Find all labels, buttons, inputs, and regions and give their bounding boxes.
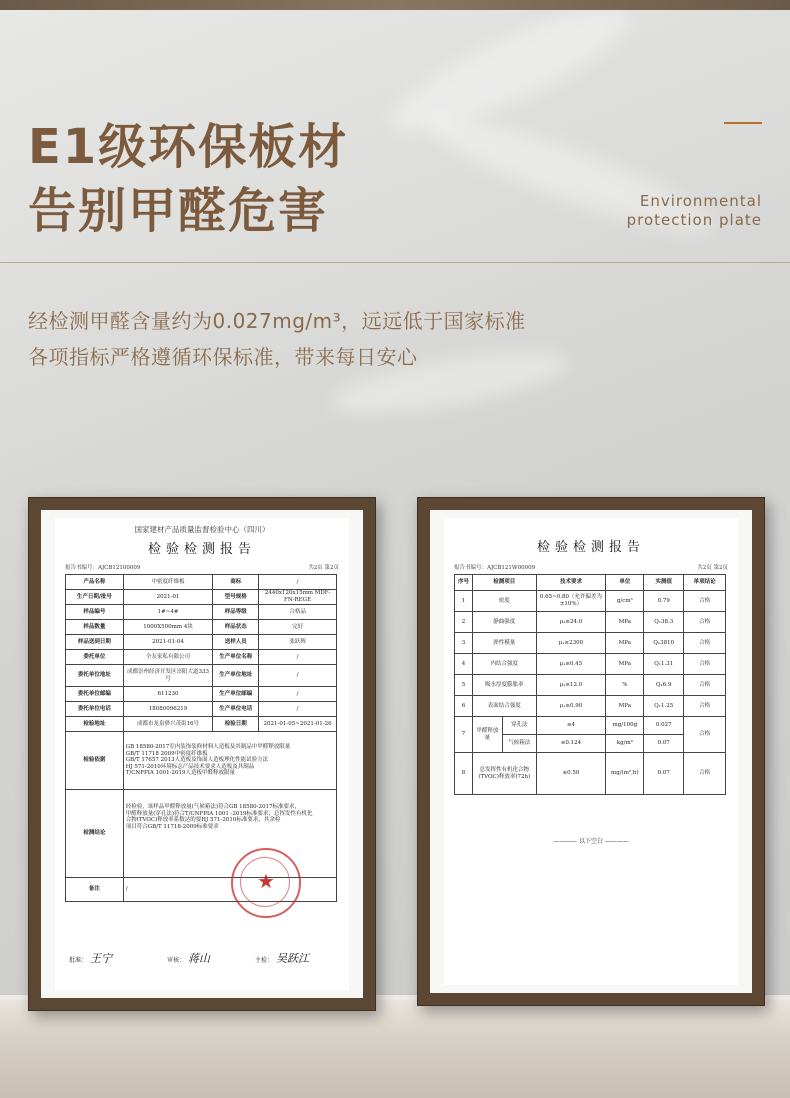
row-requirement: ≤4: [536, 717, 606, 735]
report-frame-left: [28, 497, 376, 1011]
row-value: Q₁1.31: [644, 654, 684, 675]
table-row: [66, 687, 337, 702]
description-line1: 经检测甲醛含量约为0.027mg/m³，远远低于国家标准: [28, 309, 526, 333]
row-label: 委托单位邮编: [66, 687, 124, 702]
row-requirement: μ₁≥24.0: [536, 612, 606, 633]
row-value: 2021-01-04: [123, 635, 213, 650]
english-tag-line2: protection plate: [626, 211, 762, 229]
table-row: [455, 633, 726, 654]
row-requirement: μ₁≥0.45: [536, 654, 606, 675]
row-no: 1: [455, 591, 473, 612]
accent-line: [724, 122, 762, 124]
row-result: 合格: [684, 675, 726, 696]
signature-review-name: 蒋山: [188, 952, 211, 965]
col-header: 技术要求: [536, 575, 606, 591]
row-no: 7: [455, 717, 473, 753]
row-value: 2021-01: [123, 590, 213, 605]
report-frame-right: [417, 497, 765, 1006]
report-institute: 国家建材产品质量监督检验中心（四川）: [134, 525, 270, 534]
row-result: 合格: [684, 612, 726, 633]
signature-approve-name: 王宁: [90, 952, 113, 965]
end-marker: ———— 以下空白 ————: [553, 838, 629, 845]
row-label: 样品数量: [66, 620, 124, 635]
row-value: 18080096219: [123, 702, 213, 717]
row-value: 完好: [259, 620, 337, 635]
report-paper-right: [444, 518, 738, 985]
basis-label: 检验依据: [66, 732, 124, 790]
row-label: 样品等级: [213, 605, 259, 620]
basis-line: GB/T 17657 2013人造板及饰面人造板理化性能试验方法: [125, 757, 269, 764]
report-page: 共2页 第2页: [697, 565, 728, 571]
report-number: 报告书编号：AJCB12100009: [65, 565, 141, 571]
frame-mat: [41, 510, 363, 998]
table-row: [66, 620, 337, 635]
row-label: 生产单位名称: [213, 650, 259, 665]
table-row: [66, 650, 337, 665]
row-result: 合格: [684, 753, 726, 795]
table-row: [66, 665, 337, 687]
row-item: 吸水厚度膨胀率: [472, 675, 536, 696]
row-item: 表面结合强度: [472, 696, 536, 717]
row-label: 样品状态: [213, 620, 259, 635]
signature-review: [167, 950, 210, 966]
table-row: [455, 717, 726, 735]
row-unit: MPa: [606, 633, 644, 654]
signature-main-name: 吴跃江: [276, 952, 310, 965]
col-header: 检测项目: [472, 575, 536, 591]
table-row: [455, 753, 726, 795]
row-label: 生产单位电话: [213, 702, 259, 717]
row-result: 合格: [684, 591, 726, 612]
row-no: 5: [455, 675, 473, 696]
english-tag-line1: Environmental: [639, 192, 762, 210]
row-result: 合格: [684, 717, 726, 753]
row-subitem: 气候箱法: [502, 735, 536, 753]
headline-line2: 告别甲醛危害: [28, 183, 329, 239]
row-label: 商标: [213, 575, 259, 590]
basis-line: GB/T 11718 2009中密度纤维板: [125, 750, 208, 757]
row-unit: MPa: [606, 612, 644, 633]
conclusion-content: [123, 790, 336, 878]
row-unit: MPa: [606, 654, 644, 675]
row-unit: mg/(m²,h): [606, 753, 644, 795]
table-row: [66, 605, 337, 620]
row-requirement: ≤0.124: [536, 735, 606, 753]
row-value: 1000X500mm 4块: [123, 620, 213, 635]
row-label: 产品名称: [66, 575, 124, 590]
seal-star-icon: ★: [257, 869, 275, 893]
row-value: 611230: [123, 687, 213, 702]
row-requirement: ≤0.50: [536, 753, 606, 795]
report-title: 检验检测报告: [536, 540, 645, 555]
row-item: 弹性模量: [472, 633, 536, 654]
col-header: 实测值: [644, 575, 684, 591]
basis-content: [123, 732, 336, 790]
row-value: Q₁6.9: [644, 675, 684, 696]
signature-main: [255, 950, 309, 966]
row-value: 成都崇州经济开发区崇阳大道333号: [123, 665, 213, 687]
col-header: 单项结论: [684, 575, 726, 591]
table-row: [66, 717, 337, 732]
table-row: [455, 591, 726, 612]
row-item: 密度: [472, 591, 536, 612]
row-label: 检验地址: [66, 717, 124, 732]
frame-mat: [430, 510, 752, 993]
row-value: 0.027: [644, 717, 684, 735]
row-value: 全友家私有限公司: [123, 650, 213, 665]
conclusion-line: 经检验，该样品甲醛释放量(气候箱法)符合GB 18580-2017标准要求，: [125, 804, 301, 810]
row-value: 成都市龙泉驿兴茂街16号: [123, 717, 213, 732]
col-header: 单位: [606, 575, 644, 591]
row-unit: mg/100g: [606, 717, 644, 735]
report-page: 共2页 第2页: [308, 565, 339, 571]
table-row: [455, 612, 726, 633]
row-item: 总发挥性有机化合物(TVOC)释放率(72h): [472, 753, 536, 795]
headline-line1: E1级环保板材: [28, 119, 349, 175]
row-requirement: 0.65~0.80（允许偏差为±10%）: [536, 591, 606, 612]
official-seal: [231, 848, 301, 918]
row-value: 2021-01-05~2021-01-26: [259, 717, 337, 732]
row-item: 静曲强度: [472, 612, 536, 633]
row-value: Q₁3810: [644, 633, 684, 654]
signature-approve-label: 批准：: [69, 957, 88, 964]
row-label: 生产单位邮编: [213, 687, 259, 702]
row-value: /: [259, 687, 337, 702]
col-header: 序号: [455, 575, 473, 591]
row-value: /: [259, 575, 337, 590]
row-value: Q₁38.3: [644, 612, 684, 633]
conclusion-line: 合物(TVOC)释放率系数达的要HJ 571-2010标准要求，其余检: [125, 817, 281, 824]
row-label: 样品编号: [66, 605, 124, 620]
row-unit: g/cm³: [606, 591, 644, 612]
row-no: 2: [455, 612, 473, 633]
signature-review-label: 审核：: [167, 957, 186, 964]
row-value: 1#~4#: [123, 605, 213, 620]
row-result: 合格: [684, 696, 726, 717]
top-wood-strip: [0, 0, 790, 10]
row-value: /: [259, 702, 337, 717]
conclusion-line: 甲醛释放量(穿孔法)符合T/CNFPIA 1001 -2019标准要求；总挥发性有机化: [125, 810, 313, 817]
description-line2: 各项指标严格遵循环保标准，带来每日安心: [28, 345, 418, 369]
row-label: 型号规格: [213, 590, 259, 605]
row-label: 样品送到日期: [66, 635, 124, 650]
remark-label: 备注: [66, 878, 124, 902]
row-value: /: [259, 665, 337, 687]
row-requirement: μ₁≤12.0: [536, 675, 606, 696]
row-no: 4: [455, 654, 473, 675]
basis-line: T/CNFPIA 1001-2019人造板甲醛释放限量: [125, 770, 235, 777]
row-no: 6: [455, 696, 473, 717]
table-row: [66, 702, 337, 717]
row-unit: %: [606, 675, 644, 696]
report-title: 检验检测报告: [147, 542, 256, 557]
row-result: 合格: [684, 654, 726, 675]
divider: [0, 262, 790, 263]
table-row: [455, 675, 726, 696]
row-value: 张跃辉: [259, 635, 337, 650]
row-item: 甲醛释放量: [472, 717, 502, 753]
row-value: 0.79: [644, 591, 684, 612]
report-paper-left: [55, 518, 349, 990]
row-label: 委托单位地址: [66, 665, 124, 687]
signature-approve: [69, 950, 112, 966]
row-value: 中密度纤维板: [123, 575, 213, 590]
row-label: 生产单位地址: [213, 665, 259, 687]
table-row: [455, 654, 726, 675]
row-label: 生产日期/批号: [66, 590, 124, 605]
row-value: 0.07: [644, 735, 684, 753]
table-row: [455, 696, 726, 717]
row-value: 2440x120x15mm MDF-FN-REGE: [259, 590, 337, 605]
report-number: 报告书编号：AJCB121W00009: [454, 565, 536, 571]
basis-line: GB 18580-2017室内装饰装修材料人造板及其制品中甲醛释放限量: [125, 744, 291, 751]
row-requirement: μ₁≥0.90: [536, 696, 606, 717]
conclusion-line: 项目符合GB/T 11718-2009标准要求: [125, 823, 219, 830]
shelf: [0, 1000, 790, 1098]
row-label: 委托单位: [66, 650, 124, 665]
row-label: 送样人员: [213, 635, 259, 650]
table-row: [66, 590, 337, 605]
report-results-table: [454, 574, 726, 795]
remark-value: /: [123, 878, 336, 902]
conclusion-label: 检测结论: [66, 790, 124, 878]
row-value: /: [259, 650, 337, 665]
row-value: 合格品: [259, 605, 337, 620]
row-subitem: 穿孔法: [502, 717, 536, 735]
report-info-table: [65, 574, 337, 902]
row-no: 3: [455, 633, 473, 654]
row-no: 8: [455, 753, 473, 795]
basis-line: HJ 571-2010环境标志产品技术要求人造板及其制品: [125, 763, 255, 770]
table-row: [66, 635, 337, 650]
row-value: Q₁1.25: [644, 696, 684, 717]
row-item: 内结合强度: [472, 654, 536, 675]
signature-main-label: 主检：: [255, 957, 274, 964]
row-unit: MPa: [606, 696, 644, 717]
row-label: 检验日期: [213, 717, 259, 732]
row-value: 0.07: [644, 753, 684, 795]
row-requirement: μ₁≥2300: [536, 633, 606, 654]
table-row: [66, 575, 337, 590]
row-result: 合格: [684, 633, 726, 654]
row-unit: kg/m³: [606, 735, 644, 753]
row-label: 委托单位电话: [66, 702, 124, 717]
